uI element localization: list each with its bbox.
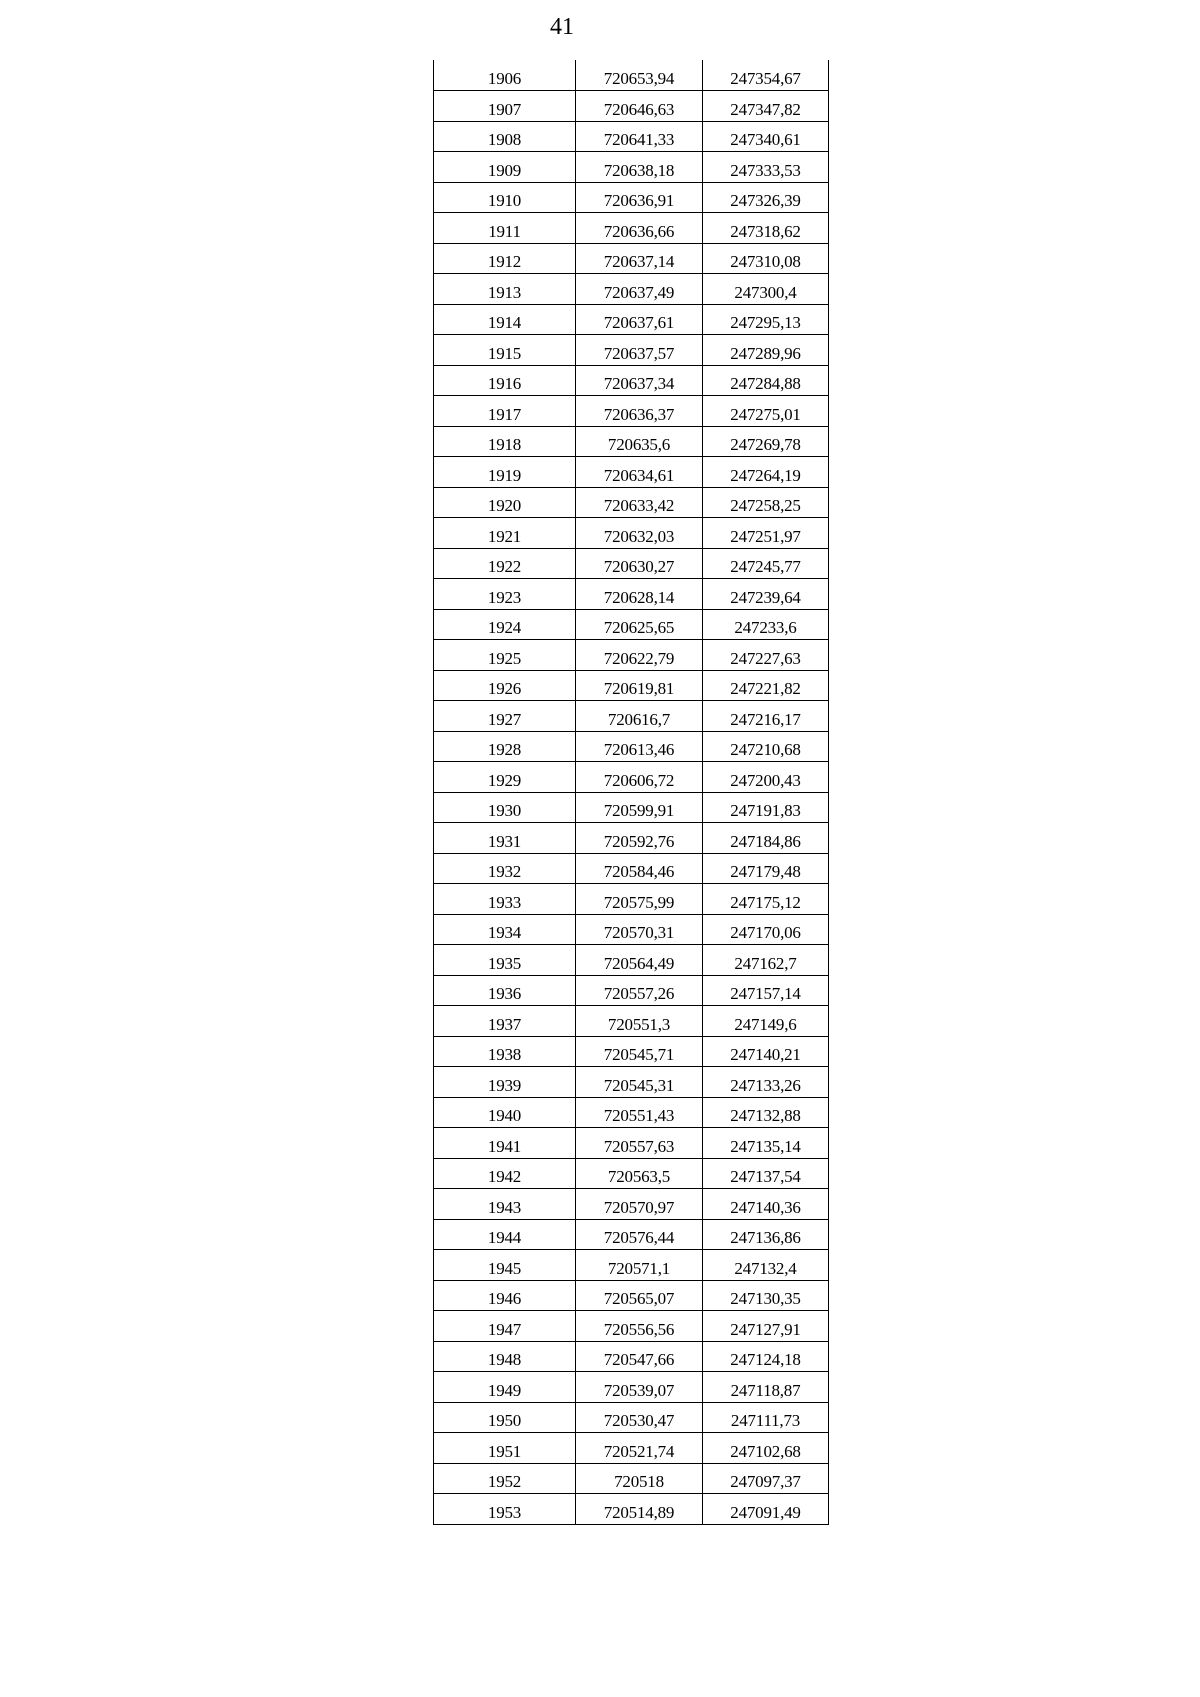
x-coordinate-cell: 720539,07 bbox=[576, 1372, 703, 1403]
y-coordinate-cell: 247140,36 bbox=[703, 1189, 829, 1220]
x-coordinate-cell: 720632,03 bbox=[576, 518, 703, 549]
x-coordinate-cell: 720575,99 bbox=[576, 884, 703, 915]
x-coordinate-cell: 720622,79 bbox=[576, 640, 703, 671]
y-coordinate-cell: 247233,6 bbox=[703, 609, 829, 640]
table-row bbox=[434, 701, 829, 732]
y-coordinate-cell: 247097,37 bbox=[703, 1463, 829, 1494]
table-row bbox=[434, 274, 829, 305]
point-number-cell: 1941 bbox=[434, 1128, 576, 1159]
x-coordinate-cell: 720599,91 bbox=[576, 792, 703, 823]
x-coordinate-cell: 720637,34 bbox=[576, 365, 703, 396]
y-coordinate-cell: 247130,35 bbox=[703, 1280, 829, 1311]
x-coordinate-cell: 720518 bbox=[576, 1463, 703, 1494]
x-coordinate-cell: 720635,6 bbox=[576, 426, 703, 457]
table-row bbox=[434, 1128, 829, 1159]
point-number-cell: 1927 bbox=[434, 701, 576, 732]
table-row bbox=[434, 91, 829, 122]
point-number-cell: 1917 bbox=[434, 396, 576, 427]
x-coordinate-cell: 720521,74 bbox=[576, 1433, 703, 1464]
x-coordinate-cell: 720637,14 bbox=[576, 243, 703, 274]
y-coordinate-cell: 247136,86 bbox=[703, 1219, 829, 1250]
y-coordinate-cell: 247318,62 bbox=[703, 213, 829, 244]
x-coordinate-cell: 720514,89 bbox=[576, 1494, 703, 1525]
y-coordinate-cell: 247269,78 bbox=[703, 426, 829, 457]
point-number-cell: 1926 bbox=[434, 670, 576, 701]
x-coordinate-cell: 720633,42 bbox=[576, 487, 703, 518]
x-coordinate-cell: 720570,97 bbox=[576, 1189, 703, 1220]
y-coordinate-cell: 247133,26 bbox=[703, 1067, 829, 1098]
x-coordinate-cell: 720638,18 bbox=[576, 152, 703, 183]
table-row bbox=[434, 853, 829, 884]
coordinates-table bbox=[433, 60, 829, 1525]
point-number-cell: 1935 bbox=[434, 945, 576, 976]
point-number-cell: 1929 bbox=[434, 762, 576, 793]
y-coordinate-cell: 247157,14 bbox=[703, 975, 829, 1006]
point-number-cell: 1915 bbox=[434, 335, 576, 366]
table-row bbox=[434, 487, 829, 518]
y-coordinate-cell: 247102,68 bbox=[703, 1433, 829, 1464]
y-coordinate-cell: 247111,73 bbox=[703, 1402, 829, 1433]
y-coordinate-cell: 247149,6 bbox=[703, 1006, 829, 1037]
point-number-cell: 1938 bbox=[434, 1036, 576, 1067]
table-row bbox=[434, 1372, 829, 1403]
x-coordinate-cell: 720637,57 bbox=[576, 335, 703, 366]
x-coordinate-cell: 720592,76 bbox=[576, 823, 703, 854]
table-row bbox=[434, 975, 829, 1006]
point-number-cell: 1913 bbox=[434, 274, 576, 305]
table-row bbox=[434, 182, 829, 213]
point-number-cell: 1934 bbox=[434, 914, 576, 945]
x-coordinate-cell: 720563,5 bbox=[576, 1158, 703, 1189]
table-row bbox=[434, 914, 829, 945]
table-row bbox=[434, 1067, 829, 1098]
x-coordinate-cell: 720557,63 bbox=[576, 1128, 703, 1159]
point-number-cell: 1918 bbox=[434, 426, 576, 457]
y-coordinate-cell: 247227,63 bbox=[703, 640, 829, 671]
point-number-cell: 1930 bbox=[434, 792, 576, 823]
point-number-cell: 1928 bbox=[434, 731, 576, 762]
table-row bbox=[434, 579, 829, 610]
y-coordinate-cell: 247170,06 bbox=[703, 914, 829, 945]
x-coordinate-cell: 720551,3 bbox=[576, 1006, 703, 1037]
table-row bbox=[434, 304, 829, 335]
y-coordinate-cell: 247354,67 bbox=[703, 60, 829, 91]
table-row bbox=[434, 1280, 829, 1311]
point-number-cell: 1943 bbox=[434, 1189, 576, 1220]
table-row bbox=[434, 1463, 829, 1494]
point-number-cell: 1908 bbox=[434, 121, 576, 152]
point-number-cell: 1953 bbox=[434, 1494, 576, 1525]
point-number-cell: 1910 bbox=[434, 182, 576, 213]
x-coordinate-cell: 720630,27 bbox=[576, 548, 703, 579]
point-number-cell: 1936 bbox=[434, 975, 576, 1006]
x-coordinate-cell: 720634,61 bbox=[576, 457, 703, 488]
point-number-cell: 1946 bbox=[434, 1280, 576, 1311]
x-coordinate-cell: 720570,31 bbox=[576, 914, 703, 945]
point-number-cell: 1937 bbox=[434, 1006, 576, 1037]
y-coordinate-cell: 247310,08 bbox=[703, 243, 829, 274]
x-coordinate-cell: 720530,47 bbox=[576, 1402, 703, 1433]
y-coordinate-cell: 247289,96 bbox=[703, 335, 829, 366]
x-coordinate-cell: 720619,81 bbox=[576, 670, 703, 701]
table-body bbox=[434, 60, 829, 1524]
x-coordinate-cell: 720545,71 bbox=[576, 1036, 703, 1067]
y-coordinate-cell: 247162,7 bbox=[703, 945, 829, 976]
x-coordinate-cell: 720557,26 bbox=[576, 975, 703, 1006]
table-row bbox=[434, 152, 829, 183]
x-coordinate-cell: 720571,1 bbox=[576, 1250, 703, 1281]
table-row bbox=[434, 1219, 829, 1250]
table-row bbox=[434, 1097, 829, 1128]
point-number-cell: 1907 bbox=[434, 91, 576, 122]
y-coordinate-cell: 247135,14 bbox=[703, 1128, 829, 1159]
point-number-cell: 1914 bbox=[434, 304, 576, 335]
y-coordinate-cell: 247333,53 bbox=[703, 152, 829, 183]
table-row bbox=[434, 792, 829, 823]
y-coordinate-cell: 247179,48 bbox=[703, 853, 829, 884]
table-row bbox=[434, 762, 829, 793]
x-coordinate-cell: 720625,65 bbox=[576, 609, 703, 640]
table-row bbox=[434, 60, 829, 91]
point-number-cell: 1916 bbox=[434, 365, 576, 396]
x-coordinate-cell: 720616,7 bbox=[576, 701, 703, 732]
table-row bbox=[434, 365, 829, 396]
table-row bbox=[434, 823, 829, 854]
point-number-cell: 1921 bbox=[434, 518, 576, 549]
y-coordinate-cell: 247210,68 bbox=[703, 731, 829, 762]
y-coordinate-cell: 247239,64 bbox=[703, 579, 829, 610]
point-number-cell: 1919 bbox=[434, 457, 576, 488]
table-row bbox=[434, 1494, 829, 1525]
point-number-cell: 1944 bbox=[434, 1219, 576, 1250]
table-row bbox=[434, 609, 829, 640]
y-coordinate-cell: 247275,01 bbox=[703, 396, 829, 427]
x-coordinate-cell: 720551,43 bbox=[576, 1097, 703, 1128]
x-coordinate-cell: 720636,37 bbox=[576, 396, 703, 427]
y-coordinate-cell: 247132,4 bbox=[703, 1250, 829, 1281]
table-row bbox=[434, 670, 829, 701]
y-coordinate-cell: 247191,83 bbox=[703, 792, 829, 823]
x-coordinate-cell: 720576,44 bbox=[576, 1219, 703, 1250]
point-number-cell: 1933 bbox=[434, 884, 576, 915]
y-coordinate-cell: 247118,87 bbox=[703, 1372, 829, 1403]
x-coordinate-cell: 720653,94 bbox=[576, 60, 703, 91]
point-number-cell: 1924 bbox=[434, 609, 576, 640]
y-coordinate-cell: 247132,88 bbox=[703, 1097, 829, 1128]
y-coordinate-cell: 247137,54 bbox=[703, 1158, 829, 1189]
point-number-cell: 1952 bbox=[434, 1463, 576, 1494]
point-number-cell: 1939 bbox=[434, 1067, 576, 1098]
y-coordinate-cell: 247200,43 bbox=[703, 762, 829, 793]
point-number-cell: 1931 bbox=[434, 823, 576, 854]
point-number-cell: 1942 bbox=[434, 1158, 576, 1189]
table-row bbox=[434, 640, 829, 671]
x-coordinate-cell: 720547,66 bbox=[576, 1341, 703, 1372]
table-row bbox=[434, 518, 829, 549]
point-number-cell: 1945 bbox=[434, 1250, 576, 1281]
x-coordinate-cell: 720556,56 bbox=[576, 1311, 703, 1342]
table-row bbox=[434, 121, 829, 152]
x-coordinate-cell: 720641,33 bbox=[576, 121, 703, 152]
table-row bbox=[434, 1250, 829, 1281]
table-row bbox=[434, 1158, 829, 1189]
y-coordinate-cell: 247295,13 bbox=[703, 304, 829, 335]
table-row bbox=[434, 548, 829, 579]
x-coordinate-cell: 720564,49 bbox=[576, 945, 703, 976]
table-row bbox=[434, 1036, 829, 1067]
table-row bbox=[434, 335, 829, 366]
table-row bbox=[434, 426, 829, 457]
page-number: 41 bbox=[550, 14, 574, 40]
point-number-cell: 1909 bbox=[434, 152, 576, 183]
x-coordinate-cell: 720606,72 bbox=[576, 762, 703, 793]
table-row bbox=[434, 1402, 829, 1433]
table-row bbox=[434, 1433, 829, 1464]
x-coordinate-cell: 720613,46 bbox=[576, 731, 703, 762]
y-coordinate-cell: 247216,17 bbox=[703, 701, 829, 732]
point-number-cell: 1947 bbox=[434, 1311, 576, 1342]
point-number-cell: 1925 bbox=[434, 640, 576, 671]
y-coordinate-cell: 247264,19 bbox=[703, 457, 829, 488]
x-coordinate-cell: 720636,91 bbox=[576, 182, 703, 213]
table-row bbox=[434, 213, 829, 244]
x-coordinate-cell: 720545,31 bbox=[576, 1067, 703, 1098]
y-coordinate-cell: 247127,91 bbox=[703, 1311, 829, 1342]
y-coordinate-cell: 247221,82 bbox=[703, 670, 829, 701]
x-coordinate-cell: 720637,61 bbox=[576, 304, 703, 335]
table-row bbox=[434, 396, 829, 427]
point-number-cell: 1923 bbox=[434, 579, 576, 610]
table-row bbox=[434, 243, 829, 274]
table-row bbox=[434, 945, 829, 976]
y-coordinate-cell: 247245,77 bbox=[703, 548, 829, 579]
y-coordinate-cell: 247251,97 bbox=[703, 518, 829, 549]
table-row bbox=[434, 1311, 829, 1342]
point-number-cell: 1932 bbox=[434, 853, 576, 884]
x-coordinate-cell: 720565,07 bbox=[576, 1280, 703, 1311]
y-coordinate-cell: 247140,21 bbox=[703, 1036, 829, 1067]
y-coordinate-cell: 247300,4 bbox=[703, 274, 829, 305]
point-number-cell: 1950 bbox=[434, 1402, 576, 1433]
point-number-cell: 1912 bbox=[434, 243, 576, 274]
y-coordinate-cell: 247184,86 bbox=[703, 823, 829, 854]
y-coordinate-cell: 247326,39 bbox=[703, 182, 829, 213]
point-number-cell: 1922 bbox=[434, 548, 576, 579]
x-coordinate-cell: 720646,63 bbox=[576, 91, 703, 122]
point-number-cell: 1949 bbox=[434, 1372, 576, 1403]
table-row bbox=[434, 457, 829, 488]
point-number-cell: 1920 bbox=[434, 487, 576, 518]
point-number-cell: 1951 bbox=[434, 1433, 576, 1464]
point-number-cell: 1940 bbox=[434, 1097, 576, 1128]
table-row bbox=[434, 884, 829, 915]
y-coordinate-cell: 247258,25 bbox=[703, 487, 829, 518]
y-coordinate-cell: 247347,82 bbox=[703, 91, 829, 122]
x-coordinate-cell: 720637,49 bbox=[576, 274, 703, 305]
point-number-cell: 1911 bbox=[434, 213, 576, 244]
y-coordinate-cell: 247124,18 bbox=[703, 1341, 829, 1372]
table-row bbox=[434, 1189, 829, 1220]
table-row bbox=[434, 1006, 829, 1037]
y-coordinate-cell: 247340,61 bbox=[703, 121, 829, 152]
x-coordinate-cell: 720636,66 bbox=[576, 213, 703, 244]
y-coordinate-cell: 247284,88 bbox=[703, 365, 829, 396]
y-coordinate-cell: 247091,49 bbox=[703, 1494, 829, 1525]
point-number-cell: 1948 bbox=[434, 1341, 576, 1372]
table-row bbox=[434, 731, 829, 762]
x-coordinate-cell: 720584,46 bbox=[576, 853, 703, 884]
x-coordinate-cell: 720628,14 bbox=[576, 579, 703, 610]
y-coordinate-cell: 247175,12 bbox=[703, 884, 829, 915]
point-number-cell: 1906 bbox=[434, 60, 576, 91]
table-row bbox=[434, 1341, 829, 1372]
